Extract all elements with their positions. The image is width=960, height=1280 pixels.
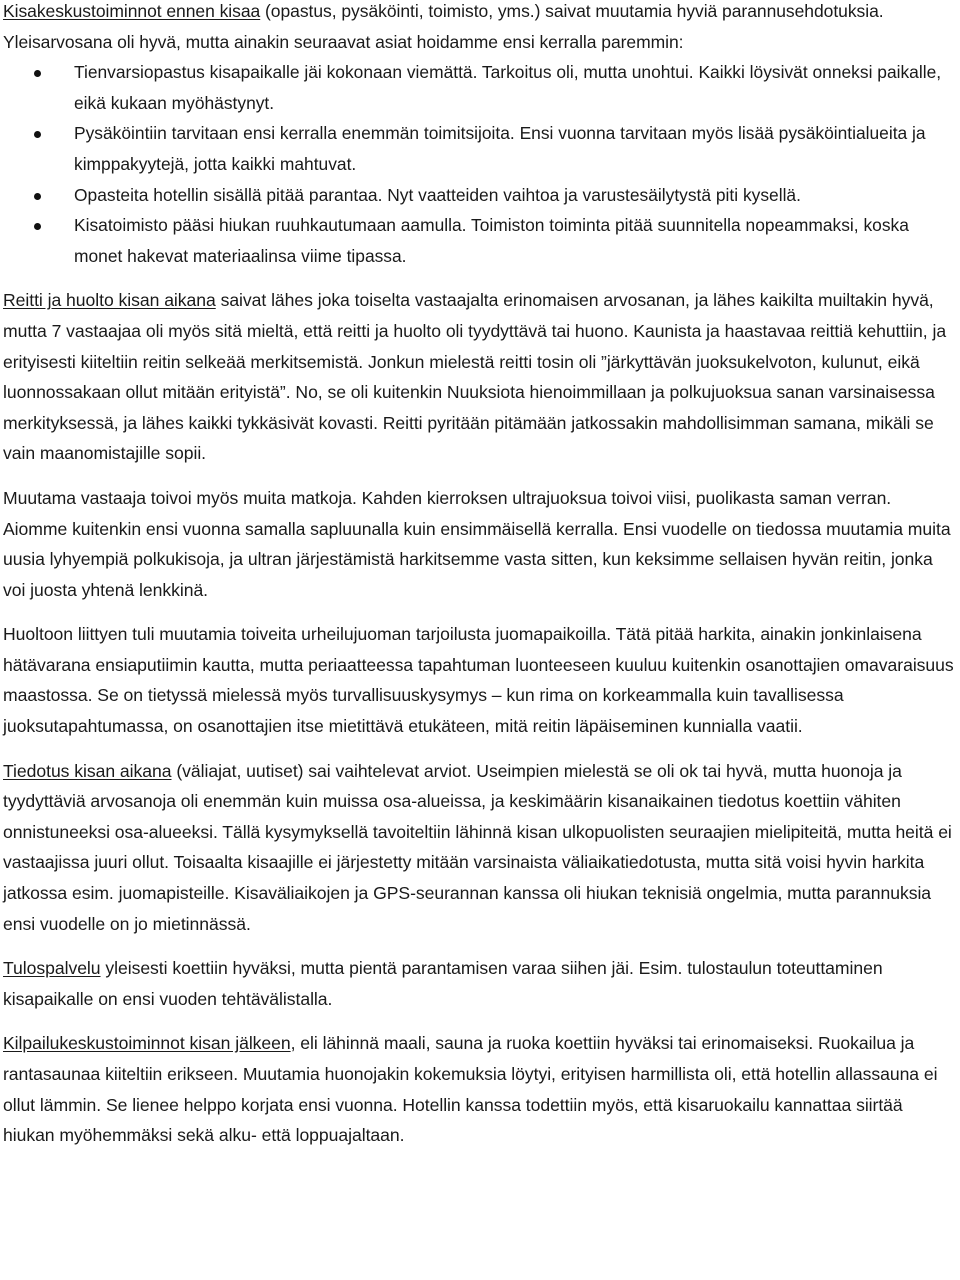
bullet-icon	[34, 223, 41, 230]
info-paragraph	[3, 756, 956, 940]
list-item-text: Pysäköintiin tarvitaan ensi kerralla enemmän toimitsijoita. Ensi vuonna tarvitaan myös lisää pysäköintialueita ja kimppakyytejä, jotta kaikki mahtuvat.	[74, 123, 926, 174]
intro-paragraph	[3, 0, 956, 57]
info-heading-link: Tiedotus kisan aikana	[3, 760, 172, 781]
results-paragraph	[3, 953, 956, 1014]
intro-text: (opastus, pysäköinti, toimisto, yms.) saivat muutamia hyviä parannusehdotuksia. Yleisarvosana oli hyvä, mutta ainakin seuraavat asiat hoidamme ensi kerralla paremmin:	[3, 1, 884, 52]
after-paragraph	[3, 1028, 956, 1150]
info-text: (väliajat, uutiset) sai vaihtelevat arviot. Useimpien mielestä se oli ok tai hyvä, mutta huonoja ja tyydyttäviä arvosanoja oli enemmän kuin muissa osa-alueissa, ja keskimäärin kisanaikainen tiedotus koettiin vähiten onnistuneeksi osa-alueeksi. Tällä kysymyksellä tavoiteltiin lähinnä kisan ulkopuolisten seuraajien mielipiteitä, mutta heitä ei vastaajissa juuri ollut. Toisaalta kisaajille ei järjestetty mitään varsinaista väliaikatiedotusta, mutta sitä voisi hyvin harkita jatkossa esim. juomapisteille. Kisaväliaikojen ja GPS-seurannan kanssa oli hiukan teknisiä ongelmia, mutta parannuksia ensi vuodelle on jo mietinnässä.	[3, 760, 952, 934]
list-item	[74, 57, 956, 118]
trips-paragraph: Muutama vastaaja toivoi myös muita matkoja. Kahden kierroksen ultrajuoksua toivoi viisi, puolikasta saman verran. Aiomme kuitenkin ensi vuonna samalla sapluunalla kuin ensimmäisellä kerralla. Ensi vuodelle on tiedossa muutamia muita uusia lyhyempiä polkukisoja, ja ultran järjestämistä harkitsemme vasta sitten, kun keksimme sellaisen hyvän reitin, jonka voi juosta yhtenä lenkkinä.	[3, 487, 951, 600]
route-heading-link: Reitti ja huolto kisan aikana	[3, 290, 216, 311]
aid-paragraph: Huoltoon liittyen tuli muutamia toiveita urheilujuoman tarjoilusta juomapaikoilla. Tätä pitää harkita, ainakin jonkinlaisena hätävarana ensiaputiimin kautta, mutta periaatteessa tapahtuman luonteeseen kuuluu kuitenkin osanottajien omavaraisuus maastossa. Se on tietyssä mielessä myös turvallisuuskysymys – kun rima on korkeammalla kuin tavallisessa juoksutapahtumassa, on osanottajien itse mietittävä etukäteen, mitä reitin läpäiseminen kunnialla vaatii.	[3, 624, 954, 737]
after-heading-link: Kilpailukeskustoiminnot kisan jälkeen	[3, 1033, 291, 1054]
results-text: yleisesti koettiin hyväksi, mutta pientä parantamisen varaa siihen jäi. Esim. tulostaulun toteuttaminen kisapaikalle on ensi vuoden tehtävälistalla.	[3, 958, 883, 1009]
list-item	[74, 180, 956, 211]
bullet-icon	[34, 131, 41, 138]
bullet-icon	[34, 70, 41, 77]
list-item-text: Tienvarsiopastus kisapaikalle jäi kokonaan viemättä. Tarkoitus oli, mutta unohtui. Kaikki löysivät onneksi paikalle, eikä kukaan myöhästynyt.	[74, 62, 942, 113]
route-text: saivat lähes joka toiselta vastaajalta erinomaisen arvosanan, ja lähes kaikilta muiltakin hyvä, mutta 7 vastaajaa oli myös sitä mieltä, että reitti ja huolto oli tyydyttävä tai huono. Kaunista ja haastavaa reittiä kehuttiin, ja erityisesti kiiteltiin reitin selkeää merkitsemistä. Jonkun mielestä reitti tosin oli ”järkyttävän juoksukelvoton, kulunut, eikä luonnossakaan ollut mitään erityistä”. No, se oli kuitenkin Nuuksiota hienoimmillaan ja polkujuoksua sanan varsinaisessa merkityksessä, ja lähes kaikki tykkäsivät kovasti. Reitti pyritään pitämään jatkossakin mahdollisimman samana, mikäli se vain maanomistajille sopii.	[3, 290, 947, 464]
improvement-list	[3, 57, 956, 271]
intro-heading-link: Kisakeskustoiminnot ennen kisaa	[3, 1, 261, 21]
route-paragraph	[3, 285, 956, 469]
after-text: , eli lähinnä maali, sauna ja ruoka koettiin hyväksi tai erinomaiseksi. Ruokailua ja rantasaunaa kiiteltiin erikseen. Muutamia huonojakin kokemuksia löytyi, erityisen harmillista oli, että hotellin allassauna ei ollut lämmin. Se lienee helppo korjata ensi vuonna. Hotellin kanssa todettiin myös, että kisaruokailu kannattaa siirtää hiukan myöhemmäksi sekä alku- että loppuajaltaan.	[3, 1033, 938, 1146]
list-item-text: Kisatoimisto pääsi hiukan ruuhkautumaan aamulla. Toimiston toiminta pitää suunnitella nopeammaksi, koska monet hakevat materiaalinsa viime tipassa.	[74, 215, 909, 266]
results-heading-link: Tulospalvelu	[3, 958, 101, 979]
list-item-text: Opasteita hotellin sisällä pitää parantaa. Nyt vaatteiden vaihtoa ja varustesäilytystä piti kysellä.	[74, 184, 801, 205]
list-item	[74, 118, 956, 179]
bullet-icon	[34, 193, 41, 200]
list-item	[74, 210, 956, 271]
